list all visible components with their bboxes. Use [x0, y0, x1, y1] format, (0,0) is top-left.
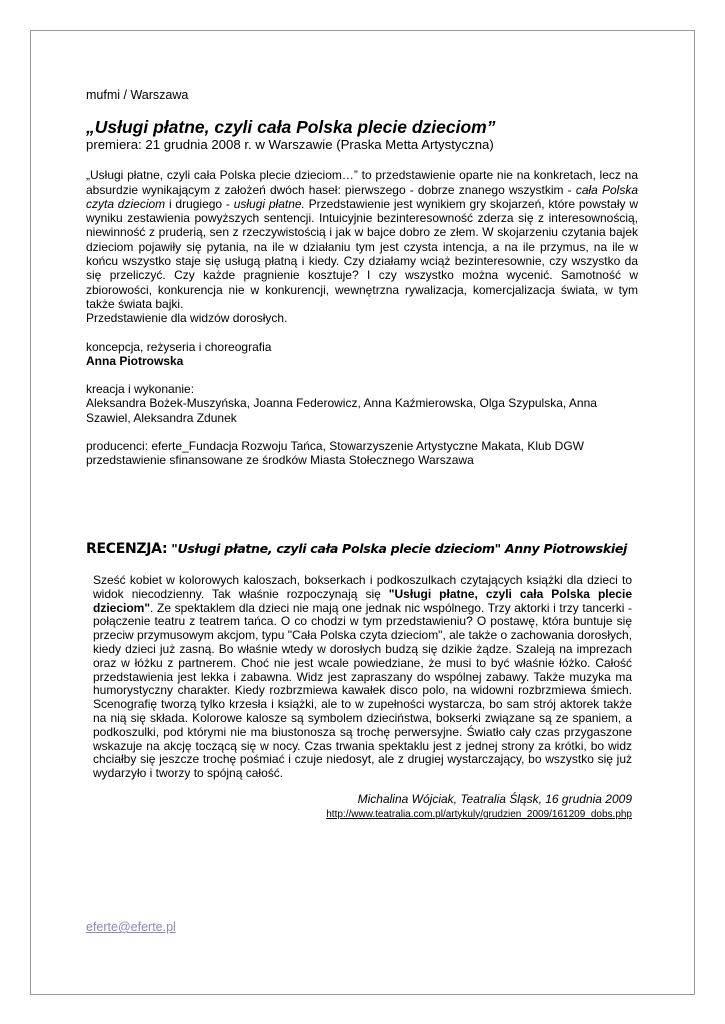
- cast-label: kreacja i wykonanie:: [86, 382, 195, 397]
- review-title: "Usługi płatne, czyli cała Polska plecie dzieciom" Anny Piotrowskiej: [167, 541, 627, 556]
- organization-line: mufmi / Warszawa: [86, 88, 189, 102]
- review-body: [93, 574, 632, 781]
- producers-line: producenci: eferte_Fundacja Rozwoju Tańca, Stowarzyszenie Artystyczne Makata, Klub DGW: [86, 439, 585, 454]
- footer-email-link[interactable]: eferte@eferte.pl: [86, 920, 176, 934]
- premiere-line: premiera: 21 grudnia 2008 r. w Warszawie (Praska Metta Artystyczna): [86, 137, 494, 153]
- funding-line: przedstawienie sfinansowane ze środków Miasta Stołecznego Warszawa: [86, 453, 474, 468]
- review-signature: Michalina Wójciak, Teatralia Śląsk, 16 grudnia 2009: [357, 791, 632, 806]
- audience-note: Przedstawienie dla widzów dorosłych.: [86, 311, 288, 326]
- review-heading: [86, 540, 656, 558]
- review-source-link[interactable]: http://www.teatralia.com.pl/artykuly/grudzien_2009/161209_dobs.php: [326, 808, 632, 820]
- performance-title: „Usługi płatne, czyli cała Polska plecie dzieciom”: [86, 117, 496, 138]
- description-italic-2: usługi płatne.: [233, 196, 305, 211]
- event-info-section: [86, 88, 638, 468]
- cast-names: Aleksandra Bożek-Muszyńska, Joanna Federowicz, Anna Kaźmierowska, Olga Szypulska, Anna Szawiel, Aleksandra Zdunek: [86, 396, 597, 425]
- concept-label: koncepcja, reżyseria i choreografia: [86, 339, 272, 354]
- description-text-1: „Usługi płatne, czyli cała Polska plecie dzieciom…” to przedstawienie oparte nie na konkretach, lecz na absurdzie wynikającym z założeń dwóch haseł: pierwszego - dobrze znanego wszystkim -: [86, 168, 638, 197]
- cast-credit: [86, 382, 638, 425]
- description-italic-1: cała Polska czyta dzieciom: [86, 182, 638, 211]
- producers-credit: [86, 439, 638, 468]
- review-text-2: . Ze spektaklem dla dzieci nie mają one jednak nic wspólnego. Trzy aktorki i trzy tancerki - połączenie teatru z teatrem tańca. O co chodzi w tym przedstawieniu? O postawę, która buntuje się przeciw przymusowym akcjom, typu "Cała Polska czyta dzieciom", ale także o zachowania dorosłych, kiedy dzieci już zasną. Bo właśnie wtedy w dorosłych budzą się dzikie żądze. Szaleją na imprezach oraz w łóżku z partnerem. Choć nie jest wcale powiedziane, że musi to być właśnie łóżko. Całość przedstawienia jest lekka i zabawna. Widz jest zapraszany do wspólnej zabawy. Także muzyka ma humorystyczny charakter. Kiedy rozbrzmiewa kawałek disco polo, na widowni rozbrzmiewa śmiech. Scenografię tworzą tylko krzesła i książki, ale to w zupełności wystarcza, bo sam strój aktorek także na nią się składa. Kolorowe kalosze są symbolem dzieciństwa, bokserki związane są ze spaniem, a podkoszulki, pod którymi nie ma biustonosza są trochę perwersyjne. Światło cały czas przygaszone wskazuje na akcję toczącą się w nocy. Czas trwania spektaklu jest z jednej strony za krótki, bo widz chciałby się jeszcze trochę pośmiać i czuje niedosyt, ale z drugiej wystarczający, bo wszystko się już wydarzyło i tworzy to spójną całość.: [93, 600, 632, 781]
- description-text-3: Przedstawienie jest wynikiem gry skojarzeń, które powstały w wyniku zestawienia powyższych sentencji. Intuicyjnie bezinteresowność zderza się z interesownością, niewinność z pruderią, sen z rzeczywistością i jak w bajce dobro ze złem. W skojarzeniu czytania bajek dzieciom pojawiły się pytania, na ile w działaniu tym jest czysta intencja, a na ile przymus, na ile w końcu wszystko staje się usługą płatną i kiedy. Czy działamy wciąż bezinteresownie, czy wszystko da się przeliczyć. Czy każde pragnienie kosztuje? I czy wszystko można wycenić. Samotność w zbiorowości, konkurencja nie w konkurencji, wewnętrzna rywalizacja, komercjalizacja świata, w tym także świata bajki.: [86, 196, 639, 311]
- review-text-1: Sześć kobiet w kolorowych kaloszach, bokserkach i podkoszulkach czytających książki dla dzieci to widok niecodzienny. Tak właśnie rozpoczynają się: [93, 573, 632, 601]
- review-label: RECENZJA:: [86, 541, 168, 557]
- concept-name: Anna Piotrowska: [86, 353, 184, 368]
- concept-credit: [86, 340, 638, 369]
- review-section: [93, 574, 632, 822]
- review-bold-title: "Usługi płatne, czyli cała Polska plecie dzieciom": [93, 586, 632, 615]
- description-paragraph: [86, 168, 638, 325]
- description-text-2: i drugiego -: [165, 196, 234, 211]
